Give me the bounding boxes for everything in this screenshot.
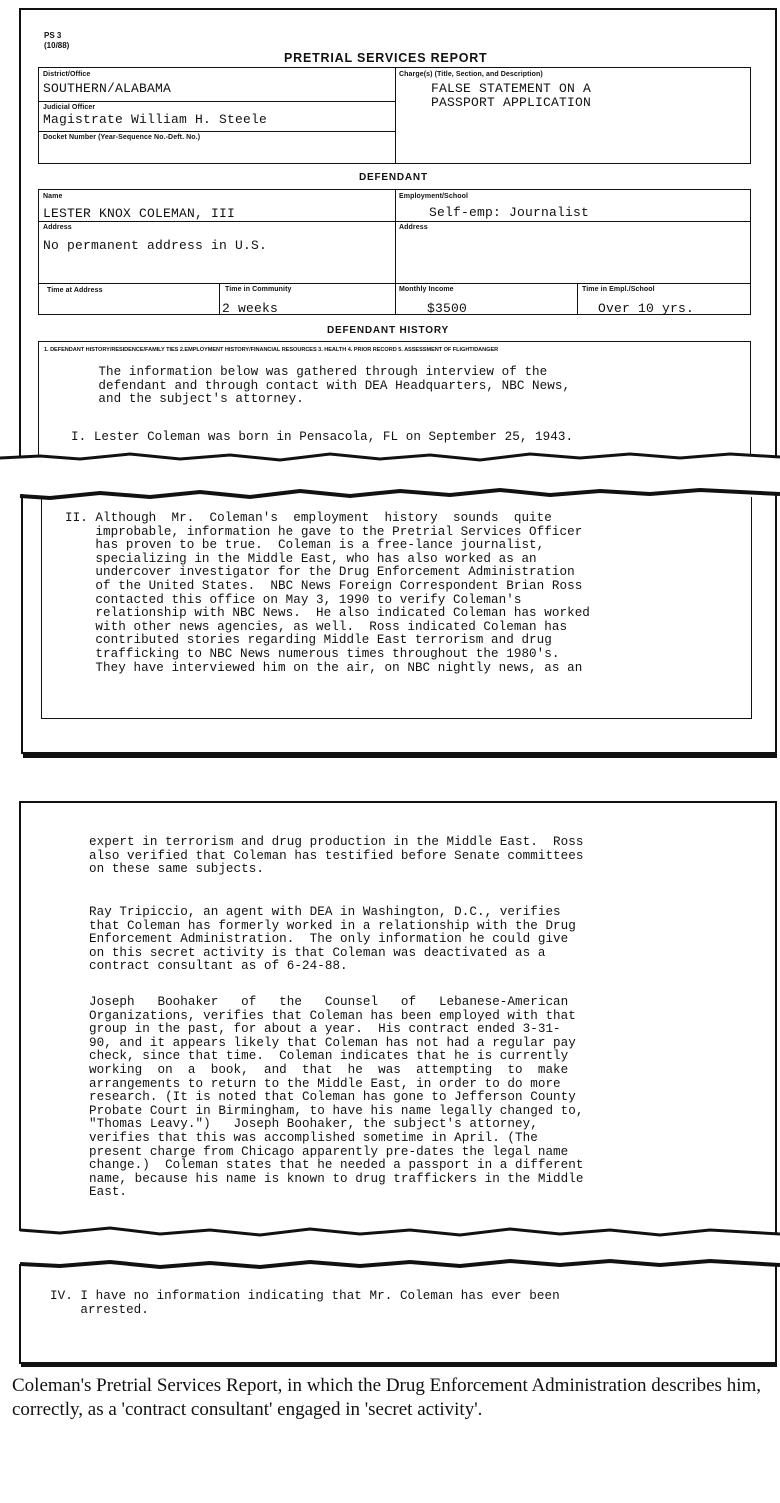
district-value: SOUTHERN/ALABAMA xyxy=(43,81,172,96)
employer-address-label: Address xyxy=(399,224,428,231)
defendant-history-heading: DEFENDANT HISTORY xyxy=(327,325,449,336)
time-in-employment-label: Time in Empl./School xyxy=(582,286,655,293)
time-in-community-label: Time in Community xyxy=(225,286,292,293)
report-title: PRETRIAL SERVICES REPORT xyxy=(284,51,488,65)
docket-number-label: Docket Number (Year-Sequence No.-Deft. No.) xyxy=(43,134,201,141)
charges-line-2: PASSPORT APPLICATION xyxy=(431,95,592,110)
employment-label: Employment/School xyxy=(399,193,468,200)
time-in-community-value: 2 weeks xyxy=(222,301,279,316)
address-value: No permanent address in U.S. xyxy=(43,238,268,253)
form-revision: (10/88) xyxy=(44,41,70,50)
history-section-2: II. Although Mr. Coleman's employment history sounds quite improbable, information he gave to the Pretrial Services Officer has proven to be true. Coleman is a free-lance journalist, specializing in the Middle East, who has also worked as an undercover investigator for the Drug Enforcement Administration of the United States. NBC News Foreign Correspondent Brian Ross contacted this office on May 3, 1990 to verify Coleman's relationship with NBC News. He also indicated Coleman has worked with other news agencies, as well. Ross indicated Coleman has contributed stories regarding Middle East terrorism and drug trafficking to NBC News numerous times throughout the 1980's. They have interviewed him on the air, on NBC nightly news, as an xyxy=(65,511,590,675)
figure-caption: Coleman's Pretrial Services Report, in which the Drug Enforcement Administration describes him, correctly, as a 'contract consultant' engaged in 'secret activity'. xyxy=(12,1375,762,1420)
name-label: Name xyxy=(43,193,63,200)
history-section-1: I. Lester Coleman was born in Pensacola, FL on September 25, 1943. xyxy=(71,430,574,444)
time-at-address-label: Time at Address xyxy=(47,287,103,294)
district-label: District/Office xyxy=(43,71,91,78)
history-section-4: IV. I have no information indicating that Mr. Coleman has ever been arrested. xyxy=(50,1289,560,1317)
form-code: PS 3 xyxy=(44,31,62,40)
defendant-heading: DEFENDANT xyxy=(359,172,428,183)
time-in-employment-value: Over 10 yrs. xyxy=(598,301,695,316)
monthly-income-label: Monthly Income xyxy=(399,286,454,293)
history-continued-para-1: expert in terrorism and drug production in the Middle East. Ross also verified that Coleman has testified before Senate committees on these same subjects. xyxy=(89,835,584,877)
history-intro: The information below was gathered through interview of the defendant and through contact with DEA Headquarters, NBC News, and the subject's attorney. xyxy=(98,365,571,407)
charges-label: Charge(s) (Title, Section, and Description) xyxy=(399,71,543,78)
history-continued-para-3: Joseph Boohaker of the Counsel of Lebanese-American Organizations, verifies that Coleman has been employed with that group in the past, for about a year. His contract ended 3-31- 90, and it appears likely that Coleman has not had a regular pay check, since that time. Coleman indicates that he is currently working on a book, and that he was attempting to make arrangements to return to the Middle East, in order to do more research. (It is noted that Coleman has gone to Jefferson County Probate Court in Birmingham, to have his name legally changed to, "Thomas Leavy.") Joseph Boohaker, the subject's attorney, verifies that this was accomplished sometime in April. (The present charge from Chicago apparently pre-dates the legal name change.) Coleman states that he needed a passport in a different name, because his name is known to drug traffickers in the Middle East. xyxy=(89,995,584,1200)
history-subheading: 1. DEFENDANT HISTORY/RESIDENCE/FAMILY TIES 2.EMPLOYMENT HISTORY/FINANCIAL RESOURCES 3. HEALTH 4. PRIOR RECORD 5. ASSESSMENT OF FLIGHT/DANGER xyxy=(44,347,499,353)
name-value: LESTER KNOX COLEMAN, III xyxy=(43,206,236,221)
history-continued-para-2: Ray Tripiccio, an agent with DEA in Washington, D.C., verifies that Coleman has formerly worked in a relationship with the Drug Enforcement Administration. The only information he could give on this secret activity is that Coleman was deactivated as a contract consultant as of 6-24-88. xyxy=(89,905,576,974)
employment-value: Self-emp: Journalist xyxy=(429,205,590,220)
monthly-income-value: $3500 xyxy=(427,301,468,316)
address-label: Address xyxy=(43,224,72,231)
judicial-officer-label: Judicial Officer xyxy=(43,104,96,111)
judicial-officer-value: Magistrate William H. Steele xyxy=(43,112,268,127)
charges-line-1: FALSE STATEMENT ON A xyxy=(431,81,592,96)
